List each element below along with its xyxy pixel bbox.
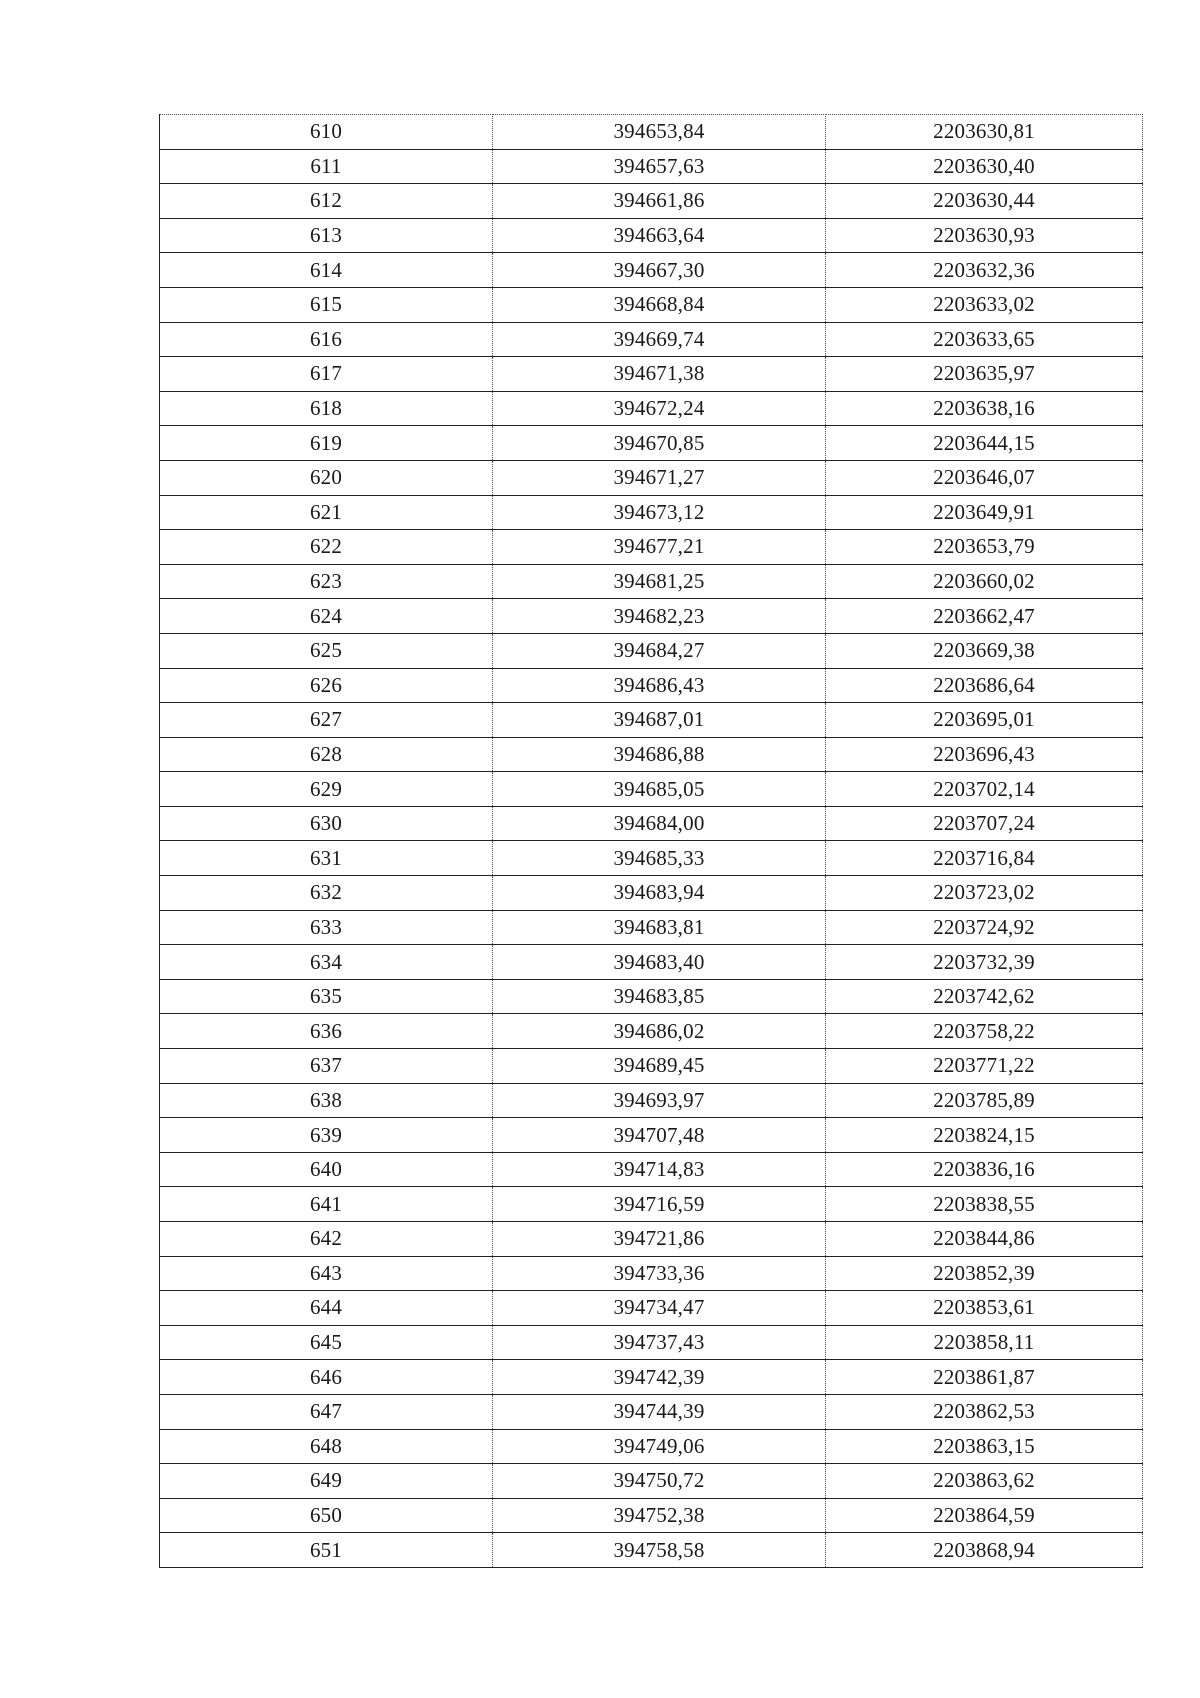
point-number-cell: 648 <box>160 1429 493 1464</box>
point-number-cell: 611 <box>160 149 493 184</box>
y-coordinate-cell: 2203838,55 <box>826 1187 1143 1222</box>
y-coordinate-cell: 2203638,16 <box>826 391 1143 426</box>
y-coordinate-cell: 2203844,86 <box>826 1222 1143 1257</box>
point-number-cell: 613 <box>160 218 493 253</box>
table-row <box>160 1222 1143 1257</box>
point-number-cell: 629 <box>160 772 493 807</box>
table-row <box>160 322 1143 357</box>
table-row <box>160 979 1143 1014</box>
table-row <box>160 703 1143 738</box>
point-number-cell: 641 <box>160 1187 493 1222</box>
point-number-cell: 621 <box>160 495 493 530</box>
table-row <box>160 564 1143 599</box>
x-coordinate-cell: 394750,72 <box>493 1464 826 1499</box>
y-coordinate-cell: 2203686,64 <box>826 668 1143 703</box>
point-number-cell: 610 <box>160 115 493 150</box>
y-coordinate-cell: 2203824,15 <box>826 1118 1143 1153</box>
table-row <box>160 287 1143 322</box>
x-coordinate-cell: 394657,63 <box>493 149 826 184</box>
x-coordinate-cell: 394670,85 <box>493 426 826 461</box>
point-number-cell: 628 <box>160 737 493 772</box>
y-coordinate-cell: 2203852,39 <box>826 1256 1143 1291</box>
point-number-cell: 644 <box>160 1291 493 1326</box>
y-coordinate-cell: 2203771,22 <box>826 1049 1143 1084</box>
point-number-cell: 618 <box>160 391 493 426</box>
x-coordinate-cell: 394683,85 <box>493 979 826 1014</box>
coordinates-table <box>159 114 1143 1568</box>
y-coordinate-cell: 2203633,02 <box>826 287 1143 322</box>
x-coordinate-cell: 394663,64 <box>493 218 826 253</box>
x-coordinate-cell: 394733,36 <box>493 1256 826 1291</box>
x-coordinate-cell: 394673,12 <box>493 495 826 530</box>
y-coordinate-cell: 2203742,62 <box>826 979 1143 1014</box>
x-coordinate-cell: 394716,59 <box>493 1187 826 1222</box>
point-number-cell: 637 <box>160 1049 493 1084</box>
table-row <box>160 1291 1143 1326</box>
table-row <box>160 184 1143 219</box>
x-coordinate-cell: 394671,27 <box>493 460 826 495</box>
point-number-cell: 649 <box>160 1464 493 1499</box>
y-coordinate-cell: 2203633,65 <box>826 322 1143 357</box>
table-row <box>160 1118 1143 1153</box>
point-number-cell: 616 <box>160 322 493 357</box>
y-coordinate-cell: 2203632,36 <box>826 253 1143 288</box>
x-coordinate-cell: 394721,86 <box>493 1222 826 1257</box>
x-coordinate-cell: 394686,88 <box>493 737 826 772</box>
y-coordinate-cell: 2203858,11 <box>826 1325 1143 1360</box>
x-coordinate-cell: 394686,43 <box>493 668 826 703</box>
table-row <box>160 530 1143 565</box>
y-coordinate-cell: 2203696,43 <box>826 737 1143 772</box>
x-coordinate-cell: 394684,27 <box>493 633 826 668</box>
y-coordinate-cell: 2203653,79 <box>826 530 1143 565</box>
point-number-cell: 624 <box>160 599 493 634</box>
point-number-cell: 612 <box>160 184 493 219</box>
x-coordinate-cell: 394707,48 <box>493 1118 826 1153</box>
point-number-cell: 620 <box>160 460 493 495</box>
y-coordinate-cell: 2203630,40 <box>826 149 1143 184</box>
point-number-cell: 640 <box>160 1152 493 1187</box>
table-row <box>160 1152 1143 1187</box>
x-coordinate-cell: 394737,43 <box>493 1325 826 1360</box>
table-row <box>160 1533 1143 1568</box>
y-coordinate-cell: 2203724,92 <box>826 910 1143 945</box>
point-number-cell: 638 <box>160 1083 493 1118</box>
x-coordinate-cell: 394686,02 <box>493 1014 826 1049</box>
y-coordinate-cell: 2203785,89 <box>826 1083 1143 1118</box>
table-row <box>160 1256 1143 1291</box>
y-coordinate-cell: 2203630,81 <box>826 115 1143 150</box>
x-coordinate-cell: 394685,33 <box>493 841 826 876</box>
y-coordinate-cell: 2203669,38 <box>826 633 1143 668</box>
point-number-cell: 631 <box>160 841 493 876</box>
y-coordinate-cell: 2203649,91 <box>826 495 1143 530</box>
x-coordinate-cell: 394671,38 <box>493 357 826 392</box>
y-coordinate-cell: 2203646,07 <box>826 460 1143 495</box>
x-coordinate-cell: 394714,83 <box>493 1152 826 1187</box>
y-coordinate-cell: 2203861,87 <box>826 1360 1143 1395</box>
y-coordinate-cell: 2203758,22 <box>826 1014 1143 1049</box>
point-number-cell: 617 <box>160 357 493 392</box>
table-row <box>160 945 1143 980</box>
table-row <box>160 357 1143 392</box>
table-row <box>160 1014 1143 1049</box>
y-coordinate-cell: 2203732,39 <box>826 945 1143 980</box>
table-row <box>160 1360 1143 1395</box>
table-row <box>160 149 1143 184</box>
y-coordinate-cell: 2203707,24 <box>826 806 1143 841</box>
y-coordinate-cell: 2203695,01 <box>826 703 1143 738</box>
table-row <box>160 633 1143 668</box>
table-row <box>160 876 1143 911</box>
table-row <box>160 460 1143 495</box>
table-row <box>160 1083 1143 1118</box>
table-row <box>160 772 1143 807</box>
point-number-cell: 630 <box>160 806 493 841</box>
x-coordinate-cell: 394749,06 <box>493 1429 826 1464</box>
x-coordinate-cell: 394677,21 <box>493 530 826 565</box>
x-coordinate-cell: 394744,39 <box>493 1394 826 1429</box>
x-coordinate-cell: 394689,45 <box>493 1049 826 1084</box>
y-coordinate-cell: 2203644,15 <box>826 426 1143 461</box>
point-number-cell: 651 <box>160 1533 493 1568</box>
point-number-cell: 615 <box>160 287 493 322</box>
point-number-cell: 627 <box>160 703 493 738</box>
table-row <box>160 1394 1143 1429</box>
point-number-cell: 639 <box>160 1118 493 1153</box>
y-coordinate-cell: 2203853,61 <box>826 1291 1143 1326</box>
y-coordinate-cell: 2203863,62 <box>826 1464 1143 1499</box>
point-number-cell: 646 <box>160 1360 493 1395</box>
x-coordinate-cell: 394734,47 <box>493 1291 826 1326</box>
point-number-cell: 636 <box>160 1014 493 1049</box>
x-coordinate-cell: 394667,30 <box>493 253 826 288</box>
point-number-cell: 614 <box>160 253 493 288</box>
y-coordinate-cell: 2203662,47 <box>826 599 1143 634</box>
x-coordinate-cell: 394682,23 <box>493 599 826 634</box>
point-number-cell: 643 <box>160 1256 493 1291</box>
table-row <box>160 1498 1143 1533</box>
x-coordinate-cell: 394672,24 <box>493 391 826 426</box>
y-coordinate-cell: 2203836,16 <box>826 1152 1143 1187</box>
y-coordinate-cell: 2203702,14 <box>826 772 1143 807</box>
table-row <box>160 426 1143 461</box>
point-number-cell: 645 <box>160 1325 493 1360</box>
x-coordinate-cell: 394681,25 <box>493 564 826 599</box>
point-number-cell: 626 <box>160 668 493 703</box>
table-row <box>160 1187 1143 1222</box>
x-coordinate-cell: 394685,05 <box>493 772 826 807</box>
table-row <box>160 668 1143 703</box>
point-number-cell: 642 <box>160 1222 493 1257</box>
x-coordinate-cell: 394684,00 <box>493 806 826 841</box>
x-coordinate-cell: 394742,39 <box>493 1360 826 1395</box>
y-coordinate-cell: 2203660,02 <box>826 564 1143 599</box>
point-number-cell: 635 <box>160 979 493 1014</box>
table-row <box>160 218 1143 253</box>
point-number-cell: 647 <box>160 1394 493 1429</box>
table-row <box>160 737 1143 772</box>
point-number-cell: 650 <box>160 1498 493 1533</box>
table-row <box>160 115 1143 150</box>
table-row <box>160 1325 1143 1360</box>
point-number-cell: 623 <box>160 564 493 599</box>
y-coordinate-cell: 2203630,44 <box>826 184 1143 219</box>
table-row <box>160 1464 1143 1499</box>
x-coordinate-cell: 394693,97 <box>493 1083 826 1118</box>
x-coordinate-cell: 394668,84 <box>493 287 826 322</box>
point-number-cell: 633 <box>160 910 493 945</box>
x-coordinate-cell: 394752,38 <box>493 1498 826 1533</box>
table-row <box>160 391 1143 426</box>
y-coordinate-cell: 2203862,53 <box>826 1394 1143 1429</box>
point-number-cell: 619 <box>160 426 493 461</box>
y-coordinate-cell: 2203716,84 <box>826 841 1143 876</box>
y-coordinate-cell: 2203630,93 <box>826 218 1143 253</box>
x-coordinate-cell: 394661,86 <box>493 184 826 219</box>
y-coordinate-cell: 2203864,59 <box>826 1498 1143 1533</box>
table-row <box>160 806 1143 841</box>
point-number-cell: 625 <box>160 633 493 668</box>
table-row <box>160 599 1143 634</box>
point-number-cell: 632 <box>160 876 493 911</box>
coordinates-table-body <box>160 115 1143 1568</box>
y-coordinate-cell: 2203723,02 <box>826 876 1143 911</box>
x-coordinate-cell: 394683,40 <box>493 945 826 980</box>
table-row <box>160 1049 1143 1084</box>
point-number-cell: 622 <box>160 530 493 565</box>
y-coordinate-cell: 2203863,15 <box>826 1429 1143 1464</box>
x-coordinate-cell: 394653,84 <box>493 115 826 150</box>
table-row <box>160 253 1143 288</box>
table-row <box>160 495 1143 530</box>
x-coordinate-cell: 394669,74 <box>493 322 826 357</box>
table-row <box>160 910 1143 945</box>
x-coordinate-cell: 394687,01 <box>493 703 826 738</box>
point-number-cell: 634 <box>160 945 493 980</box>
table-row <box>160 1429 1143 1464</box>
x-coordinate-cell: 394758,58 <box>493 1533 826 1568</box>
x-coordinate-cell: 394683,81 <box>493 910 826 945</box>
table-row <box>160 841 1143 876</box>
y-coordinate-cell: 2203635,97 <box>826 357 1143 392</box>
y-coordinate-cell: 2203868,94 <box>826 1533 1143 1568</box>
x-coordinate-cell: 394683,94 <box>493 876 826 911</box>
